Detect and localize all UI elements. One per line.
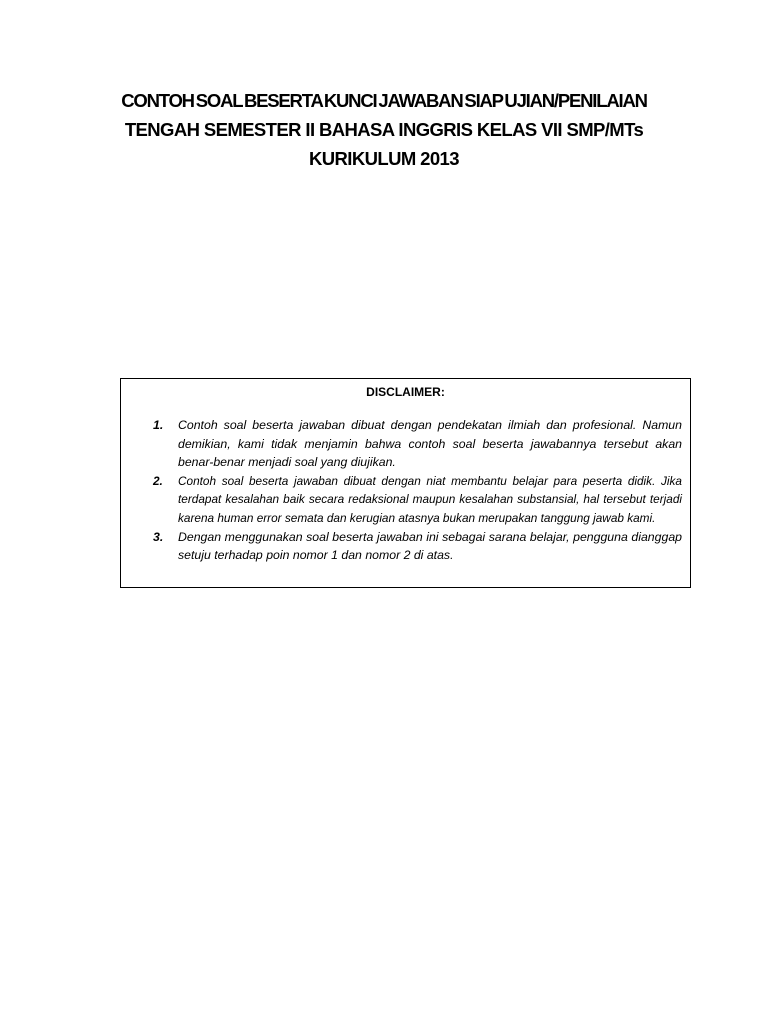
disclaimer-item-number: 2. (153, 473, 163, 488)
document-title-line-3: KURIKULUM 2013 (309, 148, 459, 169)
document-title-line-2: TENGAH SEMESTER II BAHASA INGGRIS KELAS VII SMP/MTs (124, 119, 644, 140)
document-title-line-1: CONTOH SOAL BESERTA KUNCI JAWABAN SIAP UJIAN/PENILAIAN (121, 90, 647, 111)
disclaimer-item (121, 416, 690, 472)
document-title (60, 86, 708, 173)
disclaimer-box (120, 378, 691, 588)
disclaimer-item-text: Contoh soal beserta jawaban dibuat dengan pendekatan ilmiah dan profesional. Namun demikian, kami tidak menjamin bahwa contoh soal beserta jawabannya tersebut akan benar-benar menjadi soal yang diujikan. (178, 418, 682, 470)
disclaimer-item-text: Dengan menggunakan soal beserta jawaban ini sebagai sarana belajar, pengguna dianggap setuju terhadap poin nomor 1 dan nomor 2 di atas. (178, 529, 682, 563)
disclaimer-item-number: 1. (153, 418, 164, 432)
disclaimer-item-number: 3. (153, 529, 164, 544)
disclaimer-list (121, 416, 690, 565)
disclaimer-heading: DISCLAIMER: (366, 385, 445, 399)
disclaimer-item (121, 528, 690, 565)
disclaimer-item-text: Contoh soal beserta jawaban dibuat dengan niat membantu belajar para peserta didik. Jika terdapat kesalahan baik secara redaksional maupun kesalahan substansial, hal tersebut terjadi karena human error semata dan kerugian atasnya bukan merupakan tanggung jawab kami. (178, 473, 682, 525)
disclaimer-item (121, 472, 690, 528)
